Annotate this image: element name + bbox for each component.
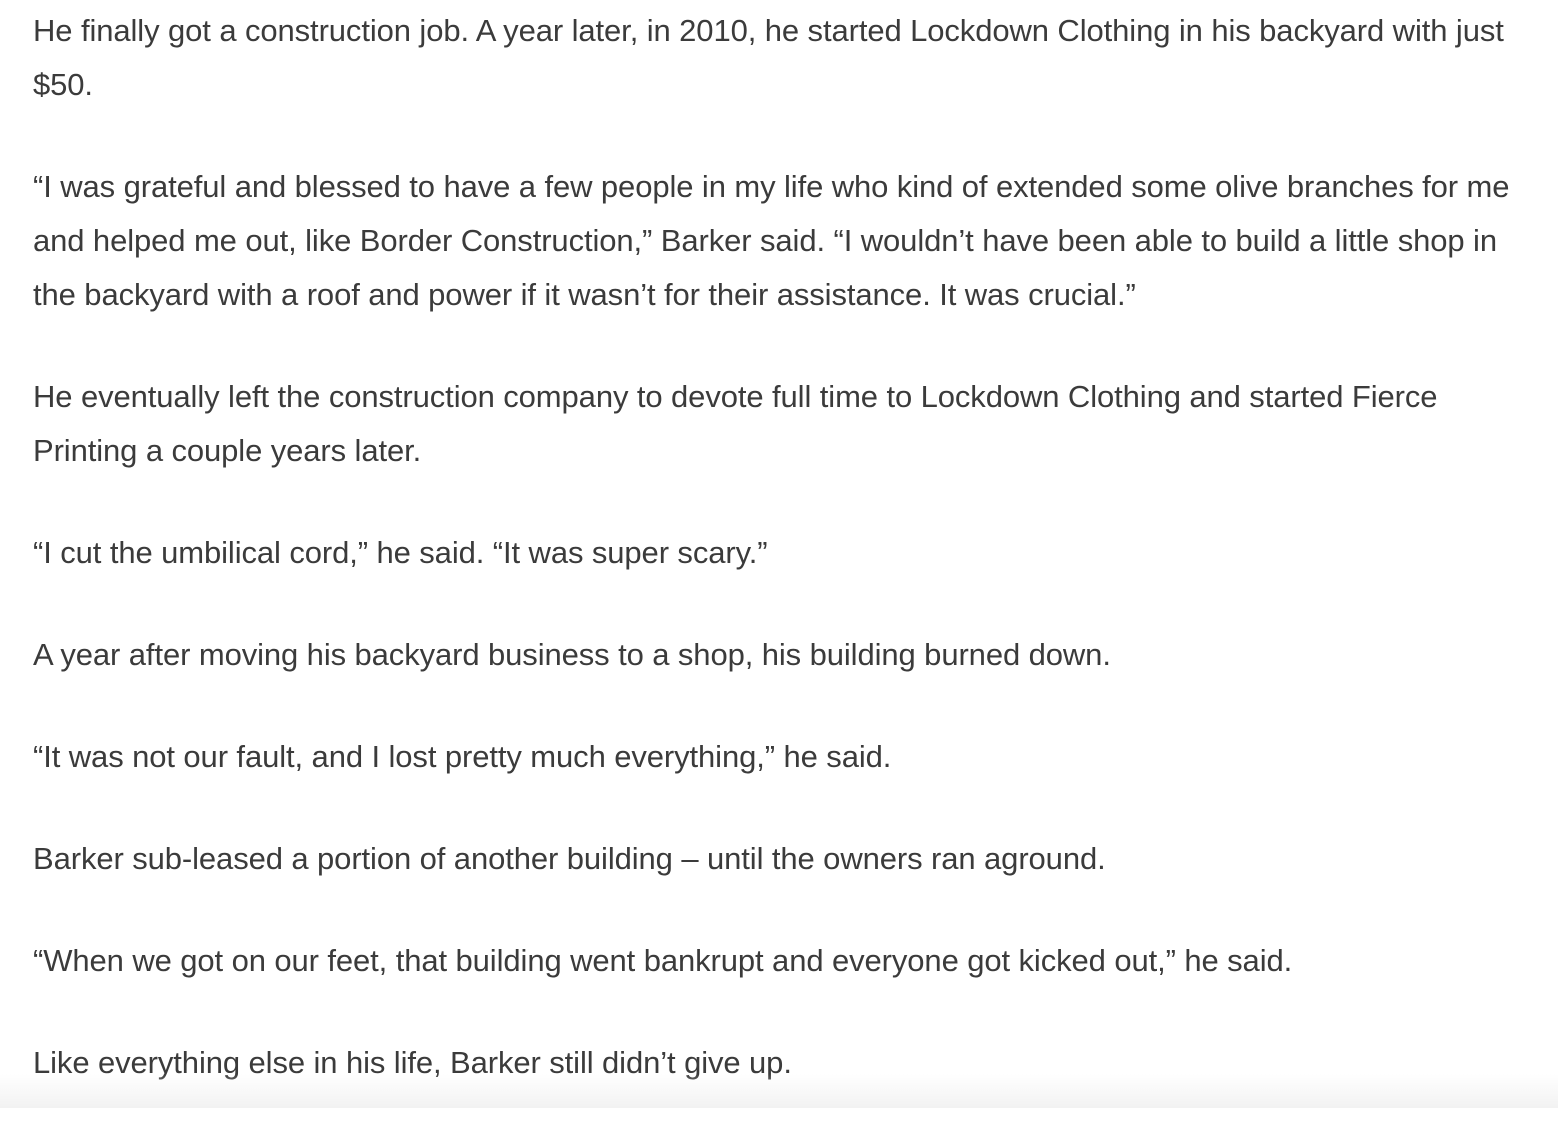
article-paragraph: He finally got a construction job. A year later, in 2010, he started Lockdown Clothing in his backyard with just $50. xyxy=(33,4,1533,112)
article-paragraph: Barker sub-leased a portion of another building – until the owners ran aground. xyxy=(33,832,1533,886)
article-paragraph: Like everything else in his life, Barker still didn’t give up. xyxy=(33,1036,1533,1090)
article-paragraph: “When we got on our feet, that building went bankrupt and everyone got kicked out,” he said. xyxy=(33,934,1533,988)
article-paragraph: “I cut the umbilical cord,” he said. “It was super scary.” xyxy=(33,526,1533,580)
article-body xyxy=(33,0,1533,1138)
article-paragraph: A year after moving his backyard business to a shop, his building burned down. xyxy=(33,628,1533,682)
article-paragraph: “I was grateful and blessed to have a few people in my life who kind of extended some olive branches for me and helped me out, like Border Construction,” Barker said. “I wouldn’t have been able to build a little shop in the backyard with a roof and power if it wasn’t for their assistance. It was crucial.” xyxy=(33,160,1533,322)
article-paragraph: He eventually left the construction company to devote full time to Lockdown Clothing and started Fierce Printing a couple years later. xyxy=(33,370,1533,478)
article-paragraph: “It was not our fault, and I lost pretty much everything,” he said. xyxy=(33,730,1533,784)
